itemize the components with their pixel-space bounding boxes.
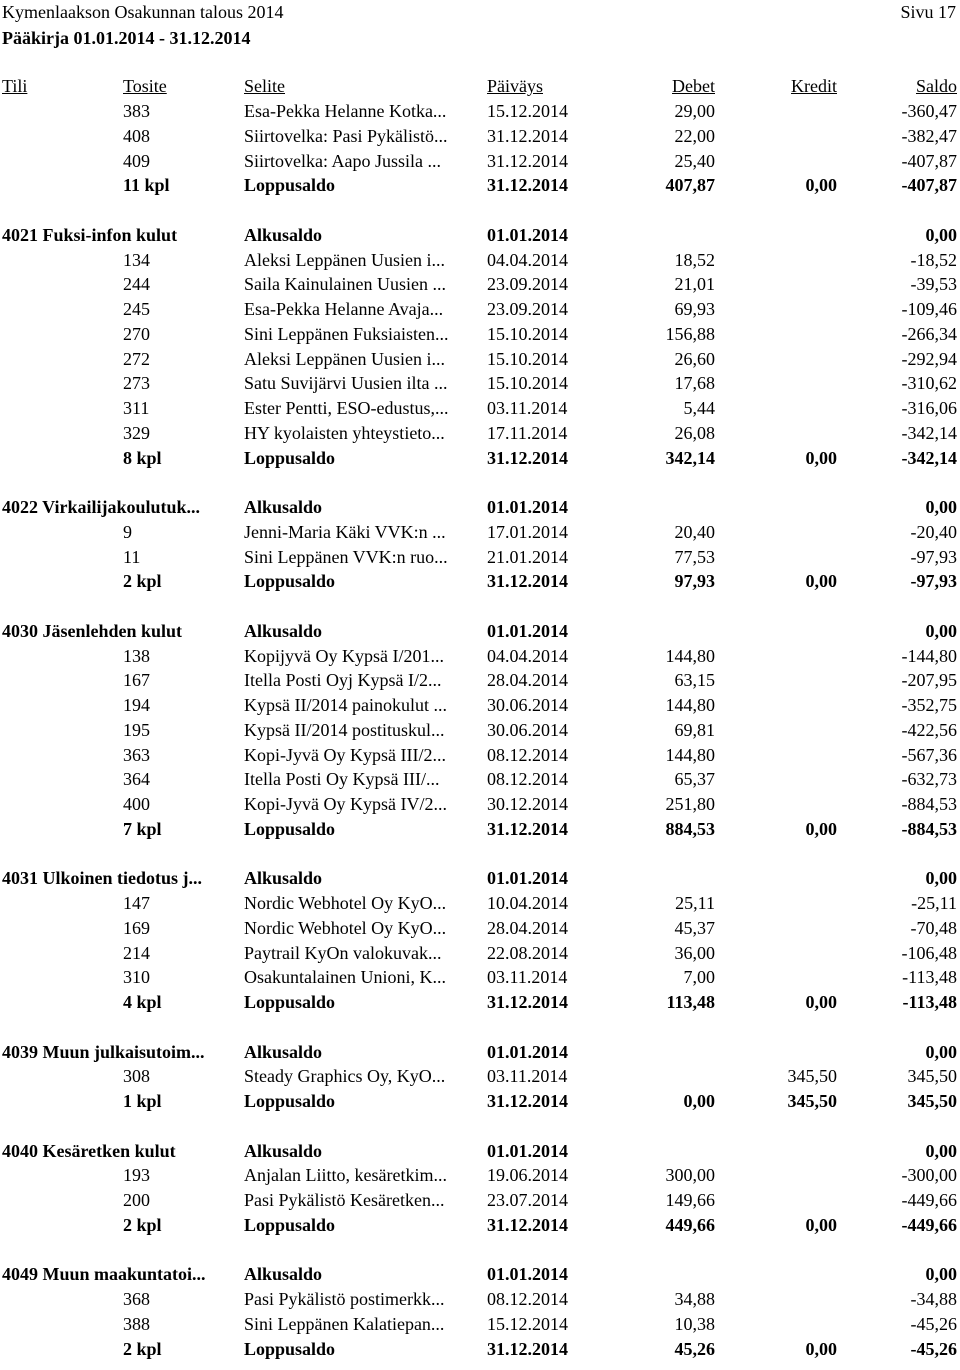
debit-amount: 65,37 bbox=[674, 769, 715, 790]
debit-amount: 26,60 bbox=[674, 348, 715, 369]
closing-date: 31.12.2014 bbox=[487, 1338, 568, 1359]
ledger-row bbox=[0, 547, 960, 569]
description: Jenni-Maria Käki VVK:n ... bbox=[244, 521, 446, 542]
voucher-number: 273 bbox=[123, 373, 150, 394]
debit-amount: 149,66 bbox=[665, 1190, 715, 1210]
closing-date: 31.12.2014 bbox=[487, 1091, 568, 1111]
description: Osakuntalainen Unioni, K... bbox=[244, 967, 446, 988]
ledger-row bbox=[0, 670, 960, 692]
ledger-row bbox=[0, 794, 960, 816]
balance-amount: -97,93 bbox=[910, 546, 957, 567]
voucher-number: 308 bbox=[123, 1066, 150, 1087]
balance-amount: -113,48 bbox=[902, 967, 957, 988]
voucher-number: 147 bbox=[123, 893, 150, 913]
opening-saldo: 0,00 bbox=[925, 868, 957, 889]
description: Nordic Webhotel Oy KyO... bbox=[244, 917, 447, 938]
description: Pasi Pykälistö postimerkk... bbox=[244, 1289, 445, 1309]
closing-balance-row bbox=[0, 448, 960, 470]
account-opening-row bbox=[0, 1141, 960, 1163]
description: Steady Graphics Oy, KyO... bbox=[244, 1066, 446, 1087]
voucher-number: 200 bbox=[123, 1190, 150, 1210]
description: Sini Leppänen Kalatiepan... bbox=[244, 1313, 445, 1334]
balance-amount: -300,00 bbox=[901, 1165, 957, 1186]
balance-amount: -266,34 bbox=[901, 323, 957, 344]
ledger-row bbox=[0, 373, 960, 395]
entry-date: 17.01.2014 bbox=[487, 521, 568, 542]
ledger-row bbox=[0, 918, 960, 940]
debit-amount: 300,00 bbox=[665, 1165, 715, 1186]
balance-amount: -207,95 bbox=[901, 670, 957, 691]
ledger-row bbox=[0, 274, 960, 296]
entry-date: 31.12.2014 bbox=[487, 125, 568, 146]
entry-date: 30.12.2014 bbox=[487, 794, 568, 814]
balance-amount: -292,94 bbox=[901, 348, 957, 369]
column-header-debet: Debet bbox=[672, 76, 715, 96]
opening-label: Alkusaldo bbox=[244, 1264, 323, 1285]
ledger-row bbox=[0, 745, 960, 767]
closing-debit: 449,66 bbox=[665, 1214, 715, 1235]
debit-amount: 144,80 bbox=[665, 695, 715, 715]
balance-amount: -360,47 bbox=[901, 101, 957, 121]
closing-credit: 0,00 bbox=[805, 447, 837, 468]
opening-label: Alkusaldo bbox=[244, 868, 323, 889]
closing-debit: 0,00 bbox=[683, 1091, 715, 1111]
closing-credit: 0,00 bbox=[805, 571, 837, 592]
ledger-row bbox=[0, 1190, 960, 1212]
column-header-selite: Selite bbox=[244, 76, 285, 96]
entry-date: 08.12.2014 bbox=[487, 1289, 568, 1309]
closing-credit: 345,50 bbox=[787, 1091, 837, 1111]
entry-date: 15.12.2014 bbox=[487, 101, 568, 121]
description: Paytrail KyOn valokuvak... bbox=[244, 942, 442, 963]
voucher-number: 134 bbox=[123, 249, 150, 270]
description: Ester Pentti, ESO-edustus,... bbox=[244, 398, 449, 418]
description: Anjalan Liitto, kesäretkim... bbox=[244, 1165, 447, 1186]
entry-date: 23.07.2014 bbox=[487, 1190, 568, 1210]
ledger-row bbox=[0, 646, 960, 668]
closing-balance: -113,48 bbox=[902, 992, 957, 1012]
debit-amount: 18,52 bbox=[674, 249, 715, 270]
ledger-row bbox=[0, 522, 960, 544]
closing-credit: 0,00 bbox=[805, 175, 837, 196]
entry-date: 17.11.2014 bbox=[487, 422, 568, 443]
opening-saldo: 0,00 bbox=[925, 620, 957, 641]
voucher-number: 383 bbox=[123, 101, 150, 121]
voucher-number: 364 bbox=[123, 769, 150, 790]
entry-date: 08.12.2014 bbox=[487, 744, 568, 765]
balance-amount: -106,48 bbox=[901, 942, 957, 963]
column-header-paivays: Päiväys bbox=[487, 76, 543, 96]
account-name: 4021 Fuksi-infon kulut bbox=[2, 224, 178, 245]
balance-amount: -70,48 bbox=[910, 917, 957, 938]
entry-count: 8 kpl bbox=[123, 447, 162, 468]
balance-amount: -884,53 bbox=[901, 794, 957, 814]
company-name: Kymenlaakson Osakunnan talous 2014 bbox=[2, 2, 284, 22]
closing-balance-row bbox=[0, 571, 960, 593]
column-header-kredit: Kredit bbox=[791, 76, 837, 96]
ledger-row bbox=[0, 1066, 960, 1088]
balance-amount: -316,06 bbox=[901, 398, 957, 418]
closing-balance-row bbox=[0, 1091, 960, 1113]
voucher-number: 194 bbox=[123, 695, 150, 715]
description: Satu Suvijärvi Uusien ilta ... bbox=[244, 373, 448, 394]
closing-credit: 0,00 bbox=[805, 992, 837, 1012]
debit-amount: 21,01 bbox=[674, 274, 715, 295]
description: Esa-Pekka Helanne Avaja... bbox=[244, 299, 444, 319]
debit-amount: 29,00 bbox=[674, 101, 715, 121]
debit-amount: 45,37 bbox=[674, 917, 715, 938]
closing-debit: 45,26 bbox=[674, 1338, 715, 1359]
entry-date: 21.01.2014 bbox=[487, 546, 568, 567]
entry-count: 2 kpl bbox=[123, 1338, 162, 1359]
entry-date: 04.04.2014 bbox=[487, 645, 568, 666]
voucher-number: 214 bbox=[123, 942, 150, 963]
account-name: 4049 Muun maakuntatoi... bbox=[2, 1264, 206, 1285]
balance-amount: -34,88 bbox=[910, 1289, 957, 1309]
debit-amount: 63,15 bbox=[674, 670, 715, 691]
ledger-row bbox=[0, 151, 960, 173]
account-name: 4022 Virkailijakoulutuk... bbox=[2, 497, 201, 517]
debit-amount: 34,88 bbox=[674, 1289, 715, 1309]
entry-date: 15.10.2014 bbox=[487, 323, 568, 344]
voucher-number: 138 bbox=[123, 645, 150, 666]
debit-amount: 25,40 bbox=[674, 150, 715, 171]
opening-date: 01.01.2014 bbox=[487, 1264, 568, 1285]
balance-amount: -45,26 bbox=[910, 1313, 957, 1334]
entry-date: 23.09.2014 bbox=[487, 274, 568, 295]
balance-amount: -422,56 bbox=[901, 719, 957, 740]
ledger-row bbox=[0, 1165, 960, 1187]
debit-amount: 7,00 bbox=[683, 967, 715, 988]
closing-debit: 342,14 bbox=[665, 447, 715, 468]
voucher-number: 193 bbox=[123, 1165, 150, 1186]
entry-count: 4 kpl bbox=[123, 992, 162, 1012]
balance-amount: -20,40 bbox=[910, 521, 957, 542]
debit-amount: 20,40 bbox=[674, 521, 715, 542]
ledger-row bbox=[0, 769, 960, 791]
voucher-number: 272 bbox=[123, 348, 150, 369]
entry-date: 31.12.2014 bbox=[487, 150, 568, 171]
opening-date: 01.01.2014 bbox=[487, 620, 568, 641]
opening-label: Alkusaldo bbox=[244, 497, 323, 517]
ledger-title: Pääkirja 01.01.2014 - 31.12.2014 bbox=[2, 28, 251, 48]
entry-date: 03.11.2014 bbox=[487, 967, 568, 988]
description: Kypsä II/2014 postituskul... bbox=[244, 719, 445, 740]
ledger-row bbox=[0, 299, 960, 321]
description: Aleksi Leppänen Uusien i... bbox=[244, 348, 445, 369]
closing-date: 31.12.2014 bbox=[487, 818, 568, 839]
closing-balance-row bbox=[0, 1215, 960, 1237]
closing-balance: -884,53 bbox=[901, 818, 957, 839]
closing-balance: -45,26 bbox=[910, 1338, 957, 1359]
closing-date: 31.12.2014 bbox=[487, 447, 568, 468]
closing-credit: 0,00 bbox=[805, 1338, 837, 1359]
description: Kypsä II/2014 painokulut ... bbox=[244, 695, 447, 715]
closing-label: Loppusaldo bbox=[244, 1091, 336, 1111]
column-header-saldo: Saldo bbox=[915, 76, 957, 96]
entry-date: 28.04.2014 bbox=[487, 670, 568, 691]
closing-label: Loppusaldo bbox=[244, 447, 336, 468]
voucher-number: 244 bbox=[123, 274, 150, 295]
entry-count: 11 kpl bbox=[123, 175, 170, 196]
account-opening-row bbox=[0, 621, 960, 643]
voucher-number: 270 bbox=[123, 323, 150, 344]
opening-saldo: 0,00 bbox=[925, 1041, 957, 1062]
account-opening-row bbox=[0, 1042, 960, 1064]
voucher-number: 310 bbox=[123, 967, 150, 988]
credit-amount: 345,50 bbox=[787, 1066, 837, 1087]
voucher-number: 167 bbox=[123, 670, 150, 691]
description: Siirtovelka: Aapo Jussila ... bbox=[244, 150, 441, 171]
entry-date: 30.06.2014 bbox=[487, 719, 568, 740]
account-opening-row bbox=[0, 225, 960, 247]
description: Esa-Pekka Helanne Kotka... bbox=[244, 101, 447, 121]
description: Saila Kainulainen Uusien ... bbox=[244, 274, 446, 295]
ledger-row bbox=[0, 943, 960, 965]
entry-count: 7 kpl bbox=[123, 818, 162, 839]
closing-credit: 0,00 bbox=[805, 818, 837, 839]
opening-date: 01.01.2014 bbox=[487, 224, 568, 245]
page-number: Sivu 17 bbox=[900, 2, 956, 22]
entry-date: 23.09.2014 bbox=[487, 299, 568, 319]
balance-amount: -407,87 bbox=[901, 150, 957, 171]
ledger-row bbox=[0, 398, 960, 420]
column-header-tili: Tili bbox=[2, 76, 28, 96]
opening-saldo: 0,00 bbox=[925, 497, 957, 517]
balance-amount: -310,62 bbox=[901, 373, 957, 394]
balance-amount: -567,36 bbox=[901, 744, 957, 765]
balance-amount: -632,73 bbox=[901, 769, 957, 790]
account-opening-row bbox=[0, 868, 960, 890]
account-opening-row bbox=[0, 1264, 960, 1286]
closing-label: Loppusaldo bbox=[244, 818, 336, 839]
balance-amount: -382,47 bbox=[901, 125, 957, 146]
description: Aleksi Leppänen Uusien i... bbox=[244, 249, 445, 270]
account-name: 4040 Kesäretken kulut bbox=[2, 1140, 176, 1161]
description: Kopi-Jyvä Oy Kypsä III/2... bbox=[244, 744, 446, 765]
ledger-row bbox=[0, 695, 960, 717]
entry-date: 04.04.2014 bbox=[487, 249, 568, 270]
entry-date: 22.08.2014 bbox=[487, 942, 568, 963]
closing-balance-row bbox=[0, 819, 960, 841]
debit-amount: 69,81 bbox=[674, 719, 715, 740]
closing-date: 31.12.2014 bbox=[487, 571, 568, 592]
closing-debit: 113,48 bbox=[666, 992, 715, 1012]
closing-label: Loppusaldo bbox=[244, 175, 336, 196]
description: Siirtovelka: Pasi Pykälistö... bbox=[244, 125, 448, 146]
voucher-number: 11 bbox=[123, 546, 141, 567]
ledger-row bbox=[0, 720, 960, 742]
debit-amount: 17,68 bbox=[674, 373, 715, 394]
entry-date: 03.11.2014 bbox=[487, 398, 568, 418]
opening-saldo: 0,00 bbox=[925, 1264, 957, 1285]
opening-label: Alkusaldo bbox=[244, 620, 323, 641]
closing-balance: -97,93 bbox=[910, 571, 957, 592]
voucher-number: 329 bbox=[123, 422, 150, 443]
debit-amount: 36,00 bbox=[674, 942, 715, 963]
ledger-row bbox=[0, 1289, 960, 1311]
voucher-number: 400 bbox=[123, 794, 150, 814]
debit-amount: 5,44 bbox=[683, 398, 715, 418]
voucher-number: 408 bbox=[123, 125, 150, 146]
closing-label: Loppusaldo bbox=[244, 992, 336, 1012]
closing-date: 31.12.2014 bbox=[487, 992, 568, 1012]
account-name: 4030 Jäsenlehden kulut bbox=[2, 620, 183, 641]
description: Nordic Webhotel Oy KyO... bbox=[244, 893, 447, 913]
debit-amount: 77,53 bbox=[674, 546, 715, 567]
entry-count: 1 kpl bbox=[123, 1091, 162, 1111]
entry-count: 2 kpl bbox=[123, 571, 162, 592]
account-name: 4031 Ulkoinen tiedotus j... bbox=[2, 868, 203, 889]
closing-label: Loppusaldo bbox=[244, 571, 336, 592]
closing-debit: 407,87 bbox=[665, 175, 715, 196]
entry-date: 10.04.2014 bbox=[487, 893, 568, 913]
closing-balance: -407,87 bbox=[901, 175, 957, 196]
balance-amount: -449,66 bbox=[901, 1190, 957, 1210]
ledger-row bbox=[0, 967, 960, 989]
voucher-number: 368 bbox=[123, 1289, 150, 1309]
ledger-row bbox=[0, 423, 960, 445]
closing-balance-row bbox=[0, 1339, 960, 1361]
entry-date: 15.12.2014 bbox=[487, 1313, 568, 1334]
entry-date: 15.10.2014 bbox=[487, 373, 568, 394]
balance-amount: -39,53 bbox=[910, 274, 957, 295]
entry-count: 2 kpl bbox=[123, 1214, 162, 1235]
debit-amount: 10,38 bbox=[674, 1313, 715, 1334]
voucher-number: 9 bbox=[123, 521, 132, 542]
description: Kopijyvä Oy Kypsä I/201... bbox=[244, 645, 444, 666]
balance-amount: -25,11 bbox=[911, 893, 957, 913]
debit-amount: 144,80 bbox=[665, 645, 715, 666]
closing-debit: 884,53 bbox=[665, 818, 715, 839]
description: Sini Leppänen Fuksiaisten... bbox=[244, 323, 449, 344]
voucher-number: 169 bbox=[123, 917, 150, 938]
opening-saldo: 0,00 bbox=[925, 1140, 957, 1161]
description: Sini Leppänen VVK:n ruo... bbox=[244, 546, 448, 567]
voucher-number: 388 bbox=[123, 1313, 150, 1334]
closing-balance-row bbox=[0, 992, 960, 1014]
balance-amount: -144,80 bbox=[901, 645, 957, 666]
voucher-number: 195 bbox=[123, 719, 150, 740]
debit-amount: 144,80 bbox=[665, 744, 715, 765]
balance-amount: 345,50 bbox=[907, 1066, 957, 1087]
closing-date: 31.12.2014 bbox=[487, 175, 568, 196]
closing-balance: -342,14 bbox=[901, 447, 957, 468]
entry-date: 15.10.2014 bbox=[487, 348, 568, 369]
debit-amount: 22,00 bbox=[674, 125, 715, 146]
entry-date: 19.06.2014 bbox=[487, 1165, 568, 1186]
ledger-row bbox=[0, 126, 960, 148]
description: Itella Posti Oyj Kypsä I/2... bbox=[244, 670, 442, 691]
closing-label: Loppusaldo bbox=[244, 1338, 336, 1359]
closing-balance: 345,50 bbox=[907, 1091, 957, 1111]
ledger-row bbox=[0, 250, 960, 272]
opening-label: Alkusaldo bbox=[244, 1140, 323, 1161]
opening-saldo: 0,00 bbox=[925, 224, 957, 245]
description: Itella Posti Oy Kypsä III/... bbox=[244, 769, 440, 790]
entry-date: 03.11.2014 bbox=[487, 1066, 568, 1087]
debit-amount: 69,93 bbox=[674, 299, 715, 319]
account-name: 4039 Muun julkaisutoim... bbox=[2, 1041, 205, 1062]
closing-debit: 97,93 bbox=[674, 571, 715, 592]
account-opening-row bbox=[0, 497, 960, 519]
opening-label: Alkusaldo bbox=[244, 1041, 323, 1062]
entry-date: 08.12.2014 bbox=[487, 769, 568, 790]
ledger-row bbox=[0, 893, 960, 915]
debit-amount: 26,08 bbox=[674, 422, 715, 443]
voucher-number: 409 bbox=[123, 150, 150, 171]
closing-label: Loppusaldo bbox=[244, 1214, 336, 1235]
closing-date: 31.12.2014 bbox=[487, 1214, 568, 1235]
balance-amount: -352,75 bbox=[901, 695, 957, 715]
ledger-row bbox=[0, 349, 960, 371]
voucher-number: 245 bbox=[123, 299, 150, 319]
description: Pasi Pykälistö Kesäretken... bbox=[244, 1190, 445, 1210]
entry-date: 28.04.2014 bbox=[487, 917, 568, 938]
voucher-number: 363 bbox=[123, 744, 150, 765]
opening-date: 01.01.2014 bbox=[487, 868, 568, 889]
closing-balance: -449,66 bbox=[901, 1214, 957, 1235]
balance-amount: -342,14 bbox=[901, 422, 957, 443]
ledger-row bbox=[0, 324, 960, 346]
opening-label: Alkusaldo bbox=[244, 224, 323, 245]
voucher-number: 311 bbox=[123, 398, 150, 418]
opening-date: 01.01.2014 bbox=[487, 497, 568, 517]
debit-amount: 156,88 bbox=[665, 323, 715, 344]
opening-date: 01.01.2014 bbox=[487, 1041, 568, 1062]
closing-credit: 0,00 bbox=[805, 1214, 837, 1235]
ledger-row bbox=[0, 1314, 960, 1336]
closing-balance-row bbox=[0, 175, 960, 197]
description: Kopi-Jyvä Oy Kypsä IV/2... bbox=[244, 794, 447, 814]
balance-amount: -109,46 bbox=[901, 299, 957, 319]
balance-amount: -18,52 bbox=[910, 249, 957, 270]
description: HY kyolaisten yhteystieto... bbox=[244, 422, 445, 443]
debit-amount: 251,80 bbox=[665, 794, 715, 814]
entry-date: 30.06.2014 bbox=[487, 695, 568, 715]
column-header-tosite: Tosite bbox=[123, 76, 167, 96]
opening-date: 01.01.2014 bbox=[487, 1140, 568, 1161]
debit-amount: 25,11 bbox=[675, 893, 715, 913]
ledger-row bbox=[0, 101, 960, 123]
